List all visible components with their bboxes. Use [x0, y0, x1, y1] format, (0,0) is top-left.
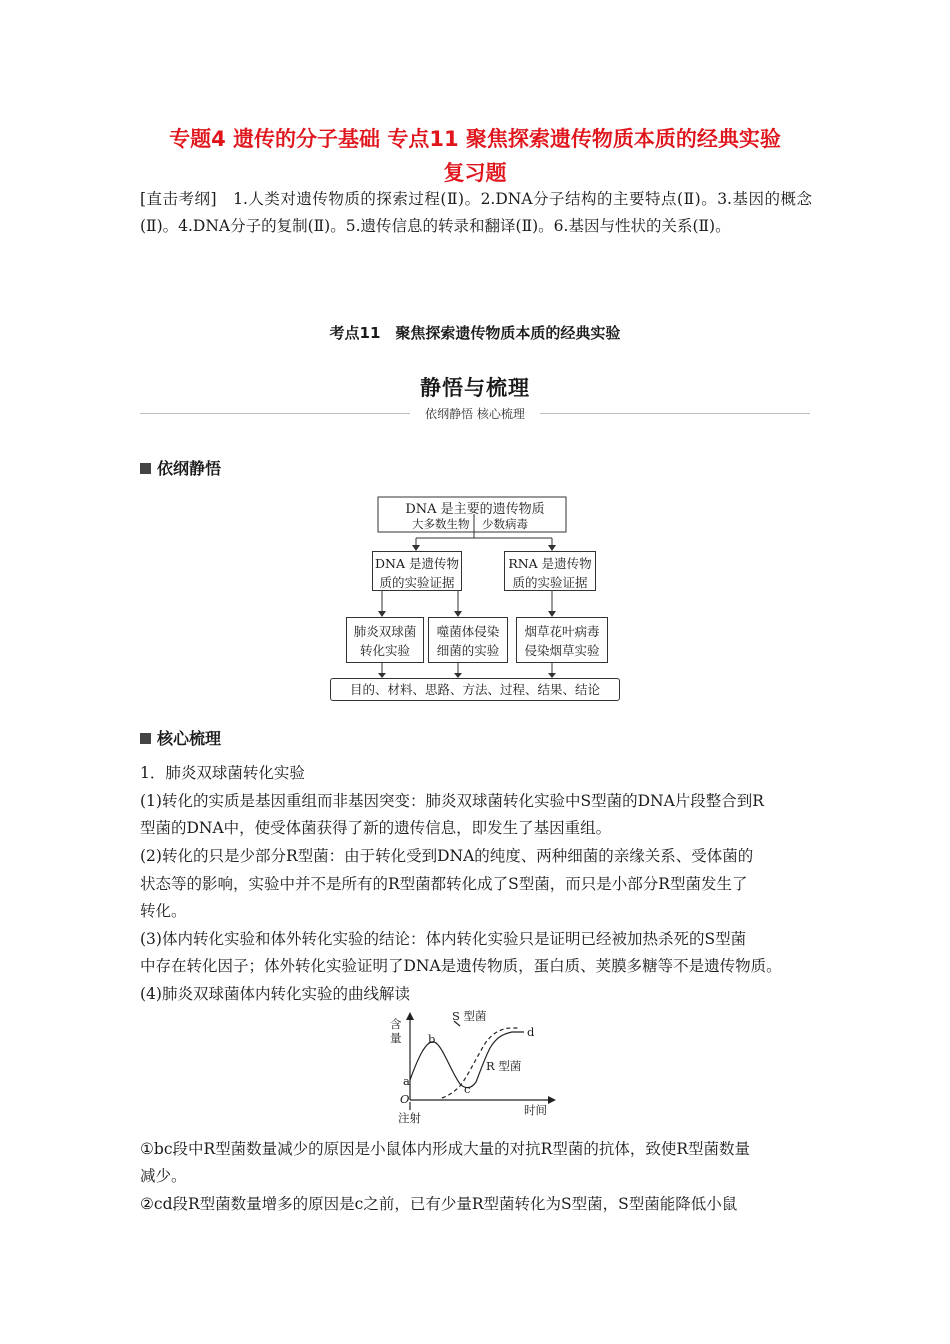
para-1-line-2: 型菌的DNA中，使受体菌获得了新的遗传信息，即发生了基因重组。 [140, 819, 612, 837]
y-label-char-2: 量 [390, 1031, 402, 1045]
bottom-summary-text: 目的、材料、思路、方法、过程、结果、结论 [349, 682, 600, 697]
bacteria-curve-graph [390, 1010, 570, 1135]
box-rna-line2: 质的实验证据 [512, 575, 588, 590]
section-heading-text: 依纲静悟 [157, 459, 222, 478]
note-2-line-1: ②cd段R型菌数量增多的原因是c之前，已有少量R型菌转化为S型菌，S型菌能降低小鼠 [140, 1195, 738, 1213]
document-title: 专题4 遗传的分子基础 专点11 聚焦探索遗传物质本质的经典实验 [169, 127, 781, 151]
point-c-label: c [464, 1082, 471, 1096]
para-1-line-1: (1)转化的实质是基因重组而非基因突变：肺炎双球菌转化实验中S型菌的DNA片段整合到R [140, 792, 764, 810]
box-exp1-line2: 转化实验 [359, 643, 410, 658]
topic-title: 考点11 聚焦探索遗传物质本质的经典实验 [329, 324, 621, 342]
box-pneumococcus-experiment [346, 617, 424, 663]
para-4-heading: (4)肺炎双球菌体内转化实验的曲线解读 [140, 985, 410, 1003]
document-subtitle: 复习题 [443, 161, 507, 185]
banner-title: 静悟与梳理 [420, 376, 530, 400]
s-curve-label: S 型菌 [452, 1009, 487, 1023]
branch-label-few-viruses: 少数病毒 [482, 517, 528, 531]
y-label-char-1: 含 [390, 1017, 402, 1031]
section-heading-core [140, 726, 221, 749]
r-curve-label: R 型菌 [486, 1059, 522, 1073]
box-exp3-line1: 烟草花叶病毒 [524, 624, 600, 639]
box-exp1-line1: 肺炎双球菌 [353, 624, 417, 639]
point-b-label: b [428, 1032, 436, 1046]
box-tmv-experiment [516, 617, 608, 663]
square-bullet-icon [140, 733, 151, 744]
x-axis-arrow [548, 1096, 556, 1104]
exam-outline: [直击考纲] 1.人类对遗传物质的探索过程(Ⅱ)。2.DNA分子结构的主要特点(Ⅱ)。3.基因的概念(Ⅱ)。4.DNA分子的复制(Ⅱ)。5.遗传信息的转录和翻译(Ⅱ)。6.基因与性状的关系(Ⅱ)。 [140, 190, 812, 235]
para-3-line-2: 中存在转化因子；体外转化实验证明了DNA是遗传物质，蛋白质、荚膜多糖等不是遗传物质。 [140, 957, 782, 975]
flowchart-top-label: DNA 是主要的遗传物质 [405, 502, 545, 517]
point-d-label: d [527, 1025, 535, 1039]
flowchart-connectors [330, 495, 620, 705]
branch-label-most-organisms: 大多数生物 [412, 517, 470, 531]
para-2-line-3: 转化。 [140, 902, 187, 920]
point-a-label: a [403, 1074, 410, 1088]
note-1-line-2: 减少。 [140, 1167, 187, 1185]
box-dna-line2: 质的实验证据 [379, 575, 455, 590]
para-3-line-1: (3)体内转化实验和体外转化实验的结论：体内转化实验只是证明已经被加热杀死的S型菌 [140, 930, 747, 948]
box-exp2-line1: 噬菌体侵染 [436, 624, 500, 639]
item-1-heading: 1．肺炎双球菌转化实验 [140, 764, 305, 782]
box-rna-evidence [504, 551, 596, 591]
note-1-line-1: ①bc段中R型菌数量减少的原因是小鼠体内形成大量的对抗R型菌的抗体，致使R型菌数量 [140, 1140, 751, 1158]
box-exp3-line2: 侵染烟草实验 [524, 643, 600, 658]
origin-label: O [400, 1092, 410, 1106]
box-dna-evidence [372, 551, 462, 591]
y-axis-arrow [406, 1012, 414, 1020]
injection-label: 注射 [398, 1111, 421, 1125]
banner-subtitle: 依纲静悟 核心梳理 [425, 407, 525, 421]
box-phage-experiment [428, 617, 508, 663]
para-2-line-2: 状态等的影响，实验中并不是所有的R型菌都转化成了S型菌，而只是小部分R型菌发生了 [140, 875, 748, 893]
flowchart [330, 495, 620, 705]
para-2-line-1: (2)转化的只是少部分R型菌：由于转化受到DNA的纯度、两种细菌的亲缘关系、受体菌的 [140, 847, 754, 865]
x-axis-label: 时间 [524, 1103, 547, 1117]
box-bottom-summary [330, 678, 620, 701]
square-bullet-icon [140, 463, 151, 474]
box-exp2-line2: 细菌的实验 [436, 643, 500, 658]
section-heading-text: 核心梳理 [157, 729, 222, 748]
box-dna-line1: DNA 是遗传物 [375, 556, 459, 571]
section-heading-review [140, 456, 221, 479]
box-rna-line1: RNA 是遗传物 [508, 556, 592, 571]
